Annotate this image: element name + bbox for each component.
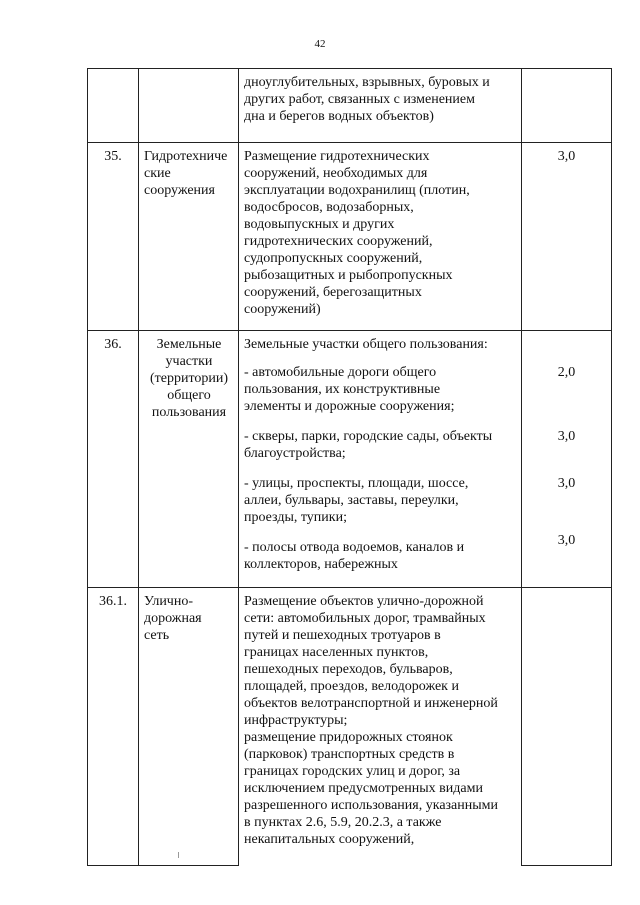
description-line: границах населенных пунктов, bbox=[244, 645, 429, 660]
name-line: Земельные bbox=[156, 337, 222, 352]
row-number bbox=[88, 69, 139, 143]
description-line: пользования, их конструктивные bbox=[244, 382, 441, 397]
list-item bbox=[244, 475, 517, 526]
name-line: дорожная bbox=[144, 611, 202, 626]
description-line: инфраструктуры; bbox=[244, 713, 348, 728]
list-item bbox=[244, 428, 517, 462]
description-line: площадей, проездов, велодорожек и bbox=[244, 679, 459, 694]
description-line: исключением предусмотренных видами bbox=[244, 781, 483, 796]
name-line: пользования bbox=[151, 405, 227, 420]
description-line: водовыпускных и других bbox=[244, 217, 395, 232]
row-value bbox=[522, 588, 612, 866]
row-value bbox=[522, 331, 612, 588]
description-line: дноуглубительных, взрывных, буровых и bbox=[244, 75, 490, 90]
row-name bbox=[139, 69, 239, 143]
name-line: Гидротехниче bbox=[144, 149, 228, 164]
description-line: Размещение гидротехнических bbox=[244, 149, 430, 164]
list-item bbox=[244, 539, 517, 573]
row-description bbox=[239, 588, 522, 866]
description-line: судопропускных сооружений, bbox=[244, 251, 423, 266]
description-line: эксплуатации водохранилищ (плотин, bbox=[244, 183, 470, 198]
description-line: других работ, связанных с изменением bbox=[244, 92, 475, 107]
description-line: пешеходных переходов, бульваров, bbox=[244, 662, 453, 677]
row-value bbox=[522, 69, 612, 143]
description-line: благоустройства; bbox=[244, 446, 346, 461]
description-line: коллекторов, набережных bbox=[244, 557, 398, 572]
description-line: проезды, тупики; bbox=[244, 510, 347, 525]
description-line: сооружений, берегозащитных bbox=[244, 285, 422, 300]
scan-mark bbox=[178, 852, 179, 858]
item-value: 2,0 bbox=[557, 365, 576, 380]
description-line: гидротехнических сооружений, bbox=[244, 234, 433, 249]
row-number: 36.1. bbox=[88, 588, 139, 866]
row-description bbox=[239, 331, 522, 588]
description-line: - полосы отвода водоемов, каналов и bbox=[244, 540, 465, 555]
description-line: элементы и дорожные сооружения; bbox=[244, 399, 455, 414]
description-line: Размещение объектов улично-дорожной bbox=[244, 594, 484, 609]
description-line: сооружений) bbox=[244, 302, 321, 317]
description-line: - автомобильные дороги общего bbox=[244, 365, 437, 380]
row-description bbox=[239, 69, 522, 143]
description-line: аллеи, бульвары, заставы, переулки, bbox=[244, 493, 459, 508]
land-use-table bbox=[87, 68, 612, 866]
row-description bbox=[239, 143, 522, 331]
row-name bbox=[139, 588, 239, 866]
item-value: 3,0 bbox=[557, 429, 576, 444]
table-row bbox=[88, 331, 612, 588]
intro-line: Земельные участки общего пользования: bbox=[244, 337, 488, 352]
name-line: ские bbox=[144, 166, 171, 181]
table-row bbox=[88, 69, 612, 143]
name-line: сеть bbox=[144, 628, 170, 643]
description-line: сооружений, необходимых для bbox=[244, 166, 428, 181]
description-line: в пунктах 2.6, 5.9, 20.2.3, а также bbox=[244, 815, 442, 830]
name-line: (территории) bbox=[149, 371, 229, 386]
row-name bbox=[139, 331, 239, 588]
description-line: - скверы, парки, городские сады, объекты bbox=[244, 429, 493, 444]
page-number: 42 bbox=[314, 38, 326, 50]
description-line: водосбросов, водозаборных, bbox=[244, 200, 414, 215]
description-line: - улицы, проспекты, площади, шоссе, bbox=[244, 476, 469, 491]
row-value: 3,0 bbox=[522, 143, 612, 331]
name-line: Улично- bbox=[144, 594, 194, 609]
row-number: 35. bbox=[88, 143, 139, 331]
description-line: сети: автомобильных дорог, трамвайных bbox=[244, 611, 486, 626]
description-line: некапитальных сооружений, bbox=[244, 832, 415, 847]
table-row bbox=[88, 143, 612, 331]
row-name bbox=[139, 143, 239, 331]
table-row bbox=[88, 588, 612, 866]
name-line: общего bbox=[167, 388, 211, 403]
description-line: рыбозащитных и рыбопропускных bbox=[244, 268, 453, 283]
description-line: путей и пешеходных тротуаров в bbox=[244, 628, 441, 643]
item-value: 3,0 bbox=[557, 533, 576, 548]
description-line: границах городских улиц и дорог, за bbox=[244, 764, 461, 779]
name-line: сооружения bbox=[144, 183, 215, 198]
description-line: размещение придорожных стоянок bbox=[244, 730, 453, 745]
name-line: участки bbox=[165, 354, 213, 369]
description-line: (парковок) транспортных средств в bbox=[244, 747, 455, 762]
description-line: объектов велотранспортной и инженерной bbox=[244, 696, 498, 711]
description-line: дна и берегов водных объектов) bbox=[244, 109, 434, 124]
description-line: разрешенного использования, указанными bbox=[244, 798, 499, 813]
item-value: 3,0 bbox=[557, 476, 576, 491]
row-number: 36. bbox=[88, 331, 139, 588]
list-item bbox=[244, 364, 517, 415]
